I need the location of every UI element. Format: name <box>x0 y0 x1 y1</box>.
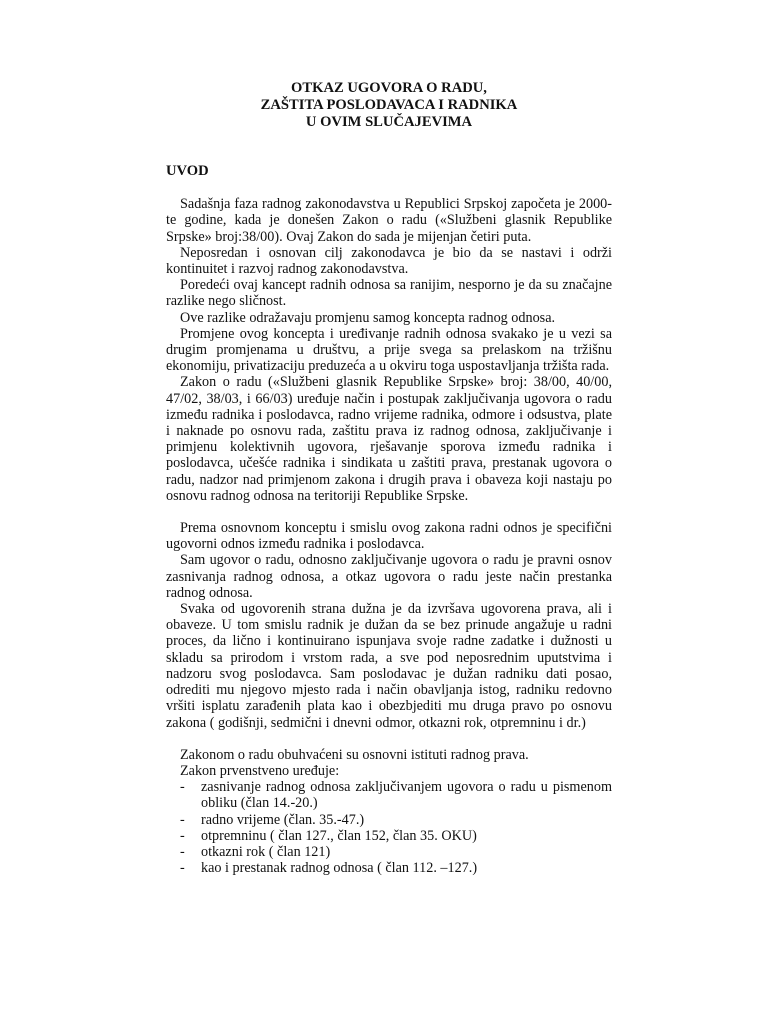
list-marker: - <box>180 827 185 844</box>
section-heading: UVOD <box>166 163 209 179</box>
title-line: ZAŠTITA POSLODAVACA I RADNIKA <box>260 97 518 113</box>
paragraph: Poredeći ovaj kancept radnih odnosa sa ranijim, nesporno je da su značajne razlike nego sličnost. <box>166 277 612 310</box>
list-marker: - <box>180 843 185 860</box>
list-marker: - <box>180 779 185 796</box>
paragraph: Sadašnja faza radnog zakonodavstva u Republici Srpskoj započeta je 2000-te godine, kada je donešen Zakon o radu («Službeni glasnik Republike Srpske» broj:38/00). Ovaj Zakon do sada je mijenjan četiri puta. <box>166 196 612 245</box>
list-item <box>180 860 612 876</box>
document-title <box>166 80 612 131</box>
paragraph: Ove razlike odražavaju promjenu samog koncepta radnog odnosa. <box>180 309 556 326</box>
document-page <box>166 80 612 876</box>
title-line: U OVIM SLUČAJEVIMA <box>305 114 473 130</box>
list-item <box>180 812 612 828</box>
list-item-text: zasnivanje radnog odnosa zaključivanjem ugovora o radu u pismenom obliku (član 14.-20.) <box>201 779 612 812</box>
paragraph: Neposredan i osnovan cilj zakonodavca je bio da se nastavi i održi kontinuitet i razvoj radnog zakonodavstva. <box>166 244 612 278</box>
paragraph: Prema osnovnom konceptu i smislu ovog zakona radni odnos je specifični ugovorni odnos između radnika i poslodavca. <box>166 520 612 553</box>
list-item <box>180 779 612 811</box>
list-item-text: radno vrijeme (član. 35.-47.) <box>201 811 365 828</box>
list-item-text: otpremninu ( član 127., član 152, član 35. OKU) <box>201 827 477 844</box>
paragraph: Promjene ovog koncepta i uređivanje radnih odnosa svakako je u vezi sa drugim promjenama u društvu, a prije svega sa prelaskom na tržišnu ekonomiju, privatizaciju preduzeća a u okviru toga uspostavljanja tržišta rada. <box>166 325 612 375</box>
list-item <box>180 844 612 860</box>
paragraph: Zakon o radu («Službeni glasnik Republike Srpske» broj: 38/00, 40/00, 47/02, 38/03, i 66/03) uređuje način i postupak zaključivanja ugovora o radu između radnika i poslodavca, radno vrijeme radnika, odmore i odsustva, plate i naknade po osnovu rada, zaštitu prava iz radnog odnosa, zaključivanje i primjenu kolektivnih ugovora, rješavanje sporova između radnika i poslodavca, učešće radnika i sindikata u zaštiti prava, prestanak ugovora o radu, nadzor nad primjenom zakona i drugih prava i obaveza koji nastaju po osnovu radnog odnosa na teritoriji Republike Srpske. <box>166 374 612 504</box>
list-item-text: kao i prestanak radnog odnosa ( član 112. –127.) <box>201 860 478 877</box>
list-section <box>166 747 612 877</box>
provision-list <box>180 779 612 876</box>
list-intro: Zakonom o radu obuhvaćeni su osnovni istituti radnog prava. <box>180 746 529 763</box>
body-text <box>166 196 612 731</box>
list-marker: - <box>180 860 185 877</box>
title-line: OTKAZ UGOVORA O RADU, <box>291 80 487 96</box>
list-item <box>180 828 612 844</box>
paragraph: Svaka od ugovorenih strana dužna je da izvršava ugovorena prava, ali i obaveze. U tom smislu radnik je dužan da se bez prinude angažuje u radni proces, da lično i kontinuirano ispunjava svoje radne zadatke i dužnosti u skladu sa prirodom i vrstom rada, a sve pod neposrednim uputstvima i nadzoru svog poslodavca. Sam poslodavac je dužan radniku dati posao, odrediti mu njegovo mjesto rada i način obavljanja istog, radniku redovno vršiti isplatu zarađenih plata kao i obezbjediti mu druga pravo po osnovu zakona ( godišnji, sedmični i dnevni odmor, otkazni rok, otpremninu i dr.) <box>166 601 612 731</box>
list-intro: Zakon prvenstveno uređuje: <box>180 762 340 779</box>
list-marker: - <box>180 811 185 828</box>
paragraph: Sam ugovor o radu, odnosno zaključivanje ugovora o radu je pravni osnov zasnivanja radnog odnosa, a otkaz ugovora o radu jeste način prestanka radnog odnosa. <box>166 552 612 601</box>
list-item-text: otkazni rok ( član 121) <box>201 843 331 860</box>
